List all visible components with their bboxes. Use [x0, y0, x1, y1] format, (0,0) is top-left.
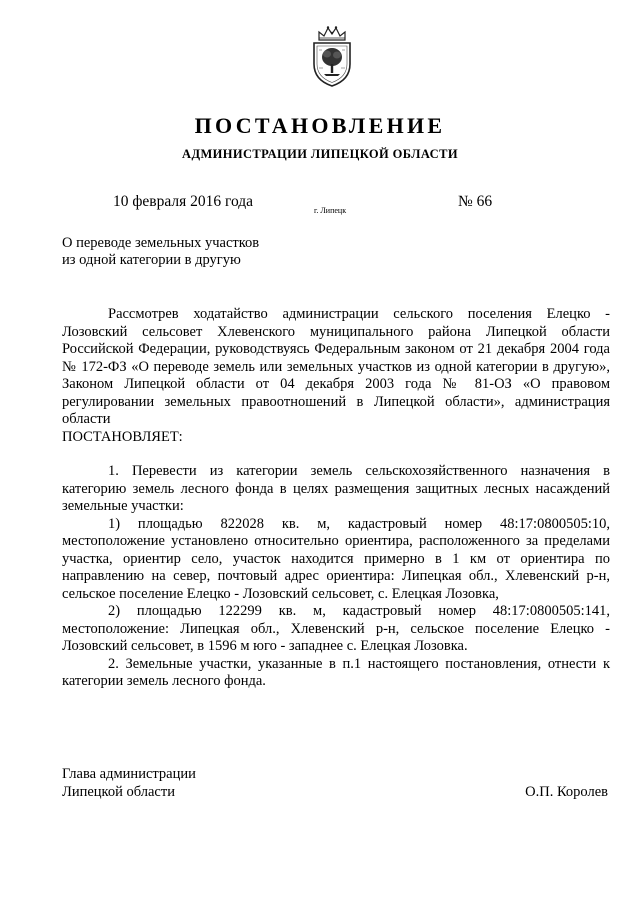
subject-line-1: О переводе земельных участков	[62, 235, 260, 251]
document-title: ПОСТАНОВЛЕНИЕ	[194, 113, 446, 138]
document-city: г. Липецк	[314, 206, 347, 215]
document-body	[62, 306, 610, 691]
subject-line-2: из одной категории в другую	[62, 252, 241, 268]
document-subtitle: АДМИНИСТРАЦИИ ЛИПЕЦКОЙ ОБЛАСТИ	[182, 147, 458, 161]
signatory-position-line-2: Липецкой области	[62, 783, 175, 800]
item-1-2-paragraph: 2) площадью 122299 кв. м, кадастровый номер 48:17:0800505:141, местоположение: Липецкая обл., Хлевенский р-н, сельское поселение Елецко - Лозовский сельсовет, в 1596 м юго - западнее с. Елецкая Лозовка.	[62, 603, 610, 654]
item-2-paragraph: 2. Земельные участки, указанные в п.1 настоящего постановления, отнести к категории земель лесного фонда.	[62, 655, 610, 689]
signatory-position-line-1: Глава администрации	[62, 766, 196, 782]
document-subject	[62, 235, 322, 269]
document-date: 10 февраля 2016 года	[113, 193, 254, 210]
signatory-position	[62, 766, 196, 801]
item-1-paragraph: 1. Перевести из категории земель сельскохозяйственного назначения в категорию земель лесного фонда в целях размещения защитных лесных насаждений земельные участки:	[62, 463, 610, 514]
document-number: № 66	[458, 193, 493, 210]
coat-of-arms-icon	[306, 24, 358, 88]
preamble-paragraph: Рассмотрев ходатайство администрации сельского поселения Елецко - Лозовский сельсовет Хлевенского муниципального района Липецкой области Российской Федерации, руководствуясь Федеральным законом от 21 декабря 2004 года № 172-ФЗ «О переводе земель или земельных участков из одной категории в другую», Законом Липецкой области от 04 декабря 2003 года № 81-ОЗ «О правовом регулировании земельных правоотношений в Липецкой области», администрация области	[62, 306, 610, 427]
item-1-1-paragraph: 1) площадью 822028 кв. м, кадастровый номер 48:17:0800505:10, местоположение установлено относительно ориентира, расположенного за пределами участка, ориентир село, участок находится примерно в 1 км от ориентира по направлению на север, почтовый адрес ориентира: Липецкая обл., Хлевенский р-н, сельское поселение Елецко - Лозовский сельсовет, с. Елецкая Лозовка,	[62, 515, 610, 602]
signatory-name: О.П. Королев	[525, 783, 608, 800]
resolves-heading: ПОСТАНОВЛЯЕТ:	[62, 428, 183, 445]
